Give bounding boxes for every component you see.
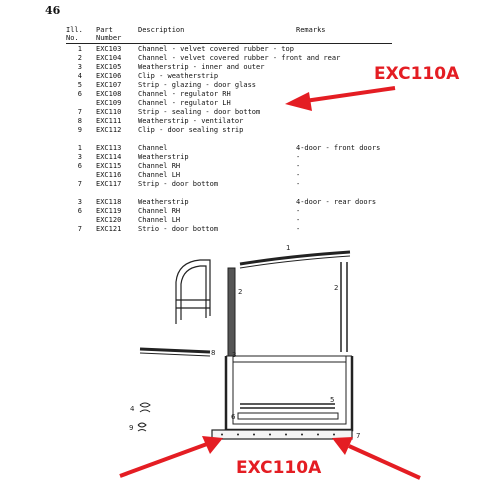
cell-part-number: EXC121 (96, 225, 122, 233)
header-ill-line1: Ill. (66, 26, 83, 34)
cell-remarks: - (296, 225, 301, 233)
header-description: Description (138, 26, 185, 34)
cell-remarks: - (296, 216, 301, 224)
header-part-line2: Number (96, 34, 122, 42)
cell-part-number: EXC117 (96, 180, 122, 188)
door-frame-sketch (176, 260, 210, 324)
cell-description: Strip - door bottom (138, 180, 219, 188)
cell-part-number: EXC109 (96, 99, 122, 107)
cell-part-number: EXC113 (96, 144, 122, 152)
cell-ill-no: 7 (77, 108, 82, 116)
vent-weatherstrip (140, 349, 210, 356)
label-6: 6 (231, 413, 236, 421)
cell-description: Weatherstrip - ventilator (138, 117, 244, 125)
cell-description: Weatherstrip - inner and outer (138, 63, 265, 71)
cell-remarks: 4-door - front doors (296, 144, 381, 152)
cell-ill-no: 9 (77, 126, 82, 134)
label-9: 9 (129, 424, 134, 432)
label-5: 5 (330, 396, 335, 404)
callout-bottom: EXC110A (236, 458, 322, 478)
cell-ill-no: 8 (77, 117, 82, 125)
cell-remarks: - (296, 171, 301, 179)
cell-part-number: EXC119 (96, 207, 122, 215)
cell-part-number: EXC110 (96, 108, 122, 116)
cell-remarks: 4-door - rear doors (296, 198, 377, 206)
cell-description: Clip - weatherstrip (138, 72, 219, 80)
cell-description: Channel - velvet covered rubber - top (138, 45, 294, 53)
cell-ill-no: 1 (77, 45, 82, 53)
regulator-channel (238, 413, 338, 419)
cell-part-number: EXC116 (96, 171, 122, 179)
cell-part-number: EXC112 (96, 126, 122, 134)
cell-description: Channel (138, 144, 168, 152)
cell-part-number: EXC107 (96, 81, 122, 89)
cell-part-number: EXC114 (96, 153, 122, 161)
cell-part-number: EXC115 (96, 162, 122, 170)
cell-ill-no: 2 (77, 54, 82, 62)
cell-ill-no: 1 (77, 144, 82, 152)
cell-description: Channel - velvet covered rubber - front and rear (138, 54, 341, 62)
channel-left (228, 268, 235, 356)
cell-ill-no: 4 (77, 72, 82, 80)
header-part-line1: Part (96, 26, 113, 34)
cell-description: Channel - regulator LH (138, 99, 231, 107)
callout-top: EXC110A (374, 64, 460, 84)
channel-right (341, 262, 347, 352)
door-bottom-strip (212, 430, 352, 439)
cell-description: Strio - door bottom (138, 225, 219, 233)
label-2-left: 2 (238, 288, 243, 296)
cell-part-number: EXC118 (96, 198, 122, 206)
cell-part-number: EXC120 (96, 216, 122, 224)
cell-ill-no: 6 (77, 207, 82, 215)
label-2-right: 2 (334, 284, 339, 292)
cell-description: Channel RH (138, 162, 181, 170)
cell-remarks: - (296, 162, 301, 170)
label-4: 4 (130, 405, 135, 413)
cell-ill-no: 3 (77, 198, 82, 206)
clip-door-seal (138, 423, 146, 431)
cell-description: Strip - sealing - door bottom (138, 108, 261, 116)
cell-description: Clip - door sealing strip (138, 126, 244, 134)
page-number: 46 (45, 4, 61, 17)
cell-remarks: - (296, 180, 301, 188)
cell-description: Strip - glazing - door glass (138, 81, 257, 89)
cell-description: Channel - regulator RH (138, 90, 231, 98)
header-ill-line2: No. (66, 34, 79, 42)
cell-remarks: - (296, 207, 301, 215)
cell-ill-no: 6 (77, 162, 82, 170)
header-remarks: Remarks (296, 26, 326, 34)
cell-description: Weatherstrip (138, 198, 189, 206)
label-7: 7 (356, 432, 361, 440)
cell-description: Channel LH (138, 171, 181, 179)
cell-ill-no: 7 (77, 180, 82, 188)
cell-part-number: EXC108 (96, 90, 122, 98)
cell-ill-no: 7 (77, 225, 82, 233)
top-channel (240, 252, 350, 268)
cell-description: Channel LH (138, 216, 181, 224)
cell-part-number: EXC104 (96, 54, 122, 62)
glazing-strip (240, 404, 335, 408)
label-1: 1 (286, 244, 291, 252)
cell-ill-no: 6 (77, 90, 82, 98)
clip-weatherstrip (140, 403, 150, 412)
cell-ill-no: 5 (77, 81, 82, 89)
cell-description: Weatherstrip (138, 153, 189, 161)
cell-part-number: EXC103 (96, 45, 122, 53)
cell-part-number: EXC111 (96, 117, 122, 125)
cell-ill-no: 3 (77, 153, 82, 161)
label-8: 8 (211, 349, 216, 357)
cell-part-number: EXC106 (96, 72, 122, 80)
cell-description: Channel RH (138, 207, 181, 215)
cell-part-number: EXC105 (96, 63, 122, 71)
cell-remarks: - (296, 153, 301, 161)
cell-ill-no: 3 (77, 63, 82, 71)
label-3: 3 (232, 351, 237, 359)
